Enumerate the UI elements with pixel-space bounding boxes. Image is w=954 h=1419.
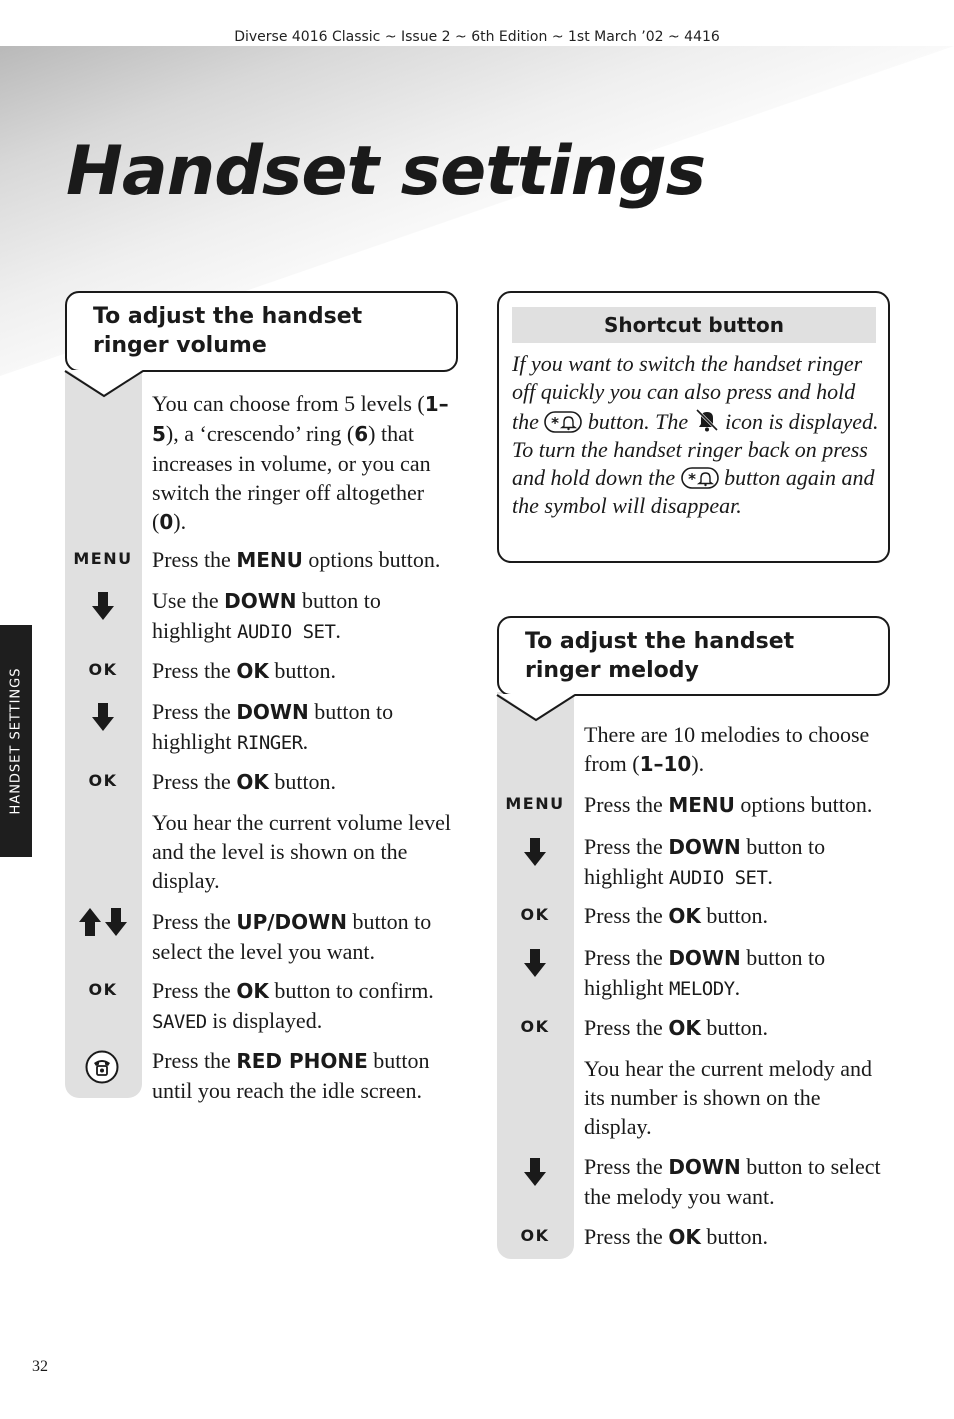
red-phone-icon [84,1049,120,1085]
side-tab [0,625,32,857]
svg-text:*: * [687,470,696,489]
down-arrow-icon [92,592,114,620]
volume-section-heading [65,291,458,372]
side-tab-label: HANDSET SETTINGS [8,667,24,815]
ok-key-icon: OK [88,660,118,679]
star-bell-key-icon [681,467,719,489]
shortcut-heading: Shortcut button [512,307,876,343]
melody-section-heading [497,616,890,696]
down-arrow-icon [524,1158,546,1186]
ok-key-icon: OK [520,905,550,924]
menu-key-icon: MENU [505,794,565,813]
down-arrow-icon [524,949,546,977]
menu-key-icon: MENU [73,549,133,568]
shortcut-box [497,291,890,563]
volume-heading-text: To adjust the handset ringer volume [93,304,363,358]
ringer-off-icon [694,407,720,433]
up-down-arrows-icon [79,908,127,936]
down-arrow-icon [92,703,114,731]
ok-key-icon: OK [88,980,118,999]
page-title: Handset settings [66,132,706,211]
volume-heading-pointer [64,369,146,399]
page-number: 32 [32,1358,48,1375]
running-header: Diverse 4016 Classic ~ Issue 2 ~ 6th Edition ~ 1st March ’02 ~ 4416 [234,29,720,45]
ok-key-icon: OK [520,1017,550,1036]
shortcut-text: If you want to switch the handset ringer off quickly you can also press and hold the * button. The icon is displayed. To turn the handset ringer back on press and hold down the * button again and the symbol will disappear. [512,351,879,519]
svg-text:*: * [551,413,560,432]
ok-key-icon: OK [520,1226,550,1245]
ok-key-icon: OK [88,771,118,790]
star-bell-key-icon [544,411,582,433]
melody-heading-pointer [496,693,578,723]
melody-heading-text: To adjust the handset ringer melody [525,629,795,683]
down-arrow-icon [524,838,546,866]
